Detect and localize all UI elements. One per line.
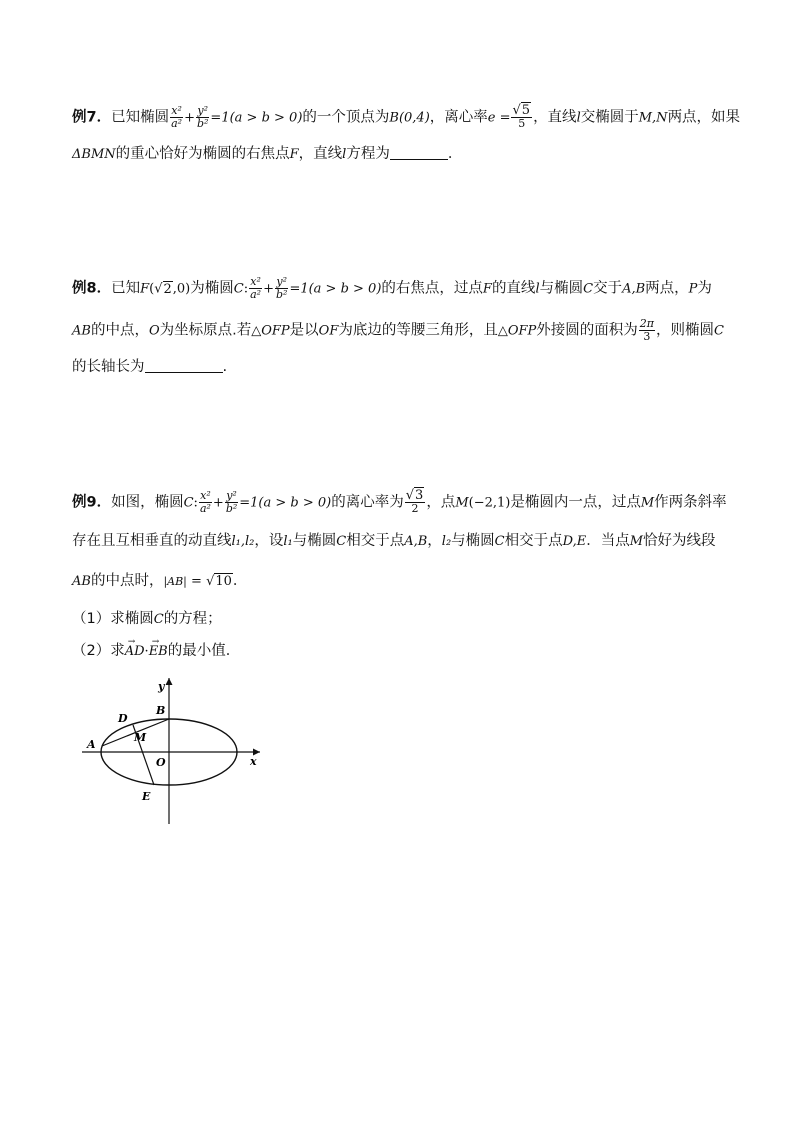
sqrt-10: √10: [206, 574, 232, 589]
text: 的中点，: [90, 322, 149, 339]
coord: (−2,1): [468, 495, 511, 511]
text: 与椭圆: [539, 280, 584, 297]
var-de: D,E: [562, 534, 587, 549]
var-mn: M,N: [638, 110, 668, 126]
text: 的一个顶点为: [302, 109, 390, 126]
var-m: M: [640, 495, 655, 511]
ellipse-figure: [76, 672, 276, 832]
cond: =1(a > b > 0): [239, 495, 332, 511]
ex8-line3: [72, 357, 227, 377]
text: 相交于点: [346, 533, 405, 549]
var-ab: AB: [72, 323, 91, 339]
var-ab: AB: [72, 574, 91, 589]
text: 为坐标原点.若: [159, 322, 252, 339]
text: ，点: [426, 494, 456, 511]
text: .: [222, 359, 228, 375]
answer-blank[interactable]: [145, 358, 223, 373]
var-c: C: [183, 495, 194, 511]
text: 外接圆的面积为: [536, 322, 638, 339]
vector-eb: → EB: [149, 642, 168, 662]
ex7-line2: [72, 144, 462, 165]
var-c: C: [233, 281, 244, 297]
label-o: O: [156, 756, 166, 769]
frac-area: $\frac{2\pi}{3}$: [639, 317, 655, 343]
label-x: x: [250, 755, 257, 768]
var-ab: A,B: [622, 281, 646, 297]
label-a: A: [87, 738, 96, 751]
text: 与椭圆: [292, 533, 337, 549]
ex8-line1: 例8．已知F(√2,0)为椭圆C: $\frac{\text{x²}}{\text{a²}}$ + $\frac{\text{y²}}{\text{b²}}$ =1(a > b > 0)的右焦点，过点F的直线l与椭圆C交于A,B两点，P为: [72, 275, 712, 301]
ex9-line2: [72, 531, 716, 552]
var-of: OF: [318, 323, 339, 339]
var-l: l: [576, 110, 581, 126]
frac-y: $\frac{\text{y²}}{\text{b²}}$: [196, 104, 209, 130]
frac-x: $\frac{\text{x²}}{\text{a²}}$: [199, 489, 211, 515]
text: ．当点: [586, 533, 630, 549]
text: ，则椭圆: [656, 322, 715, 339]
dot: ·: [144, 644, 149, 659]
frac-x: $\frac{\text{x²}}{\text{a²}}$: [171, 104, 183, 130]
ex7-label: 例7．: [72, 109, 112, 126]
ex8-label: 例8．: [72, 280, 112, 297]
var-f: F: [482, 281, 492, 297]
text: （1）求椭圆: [72, 611, 154, 627]
text: 两点，: [645, 280, 689, 297]
cond: =1(a > b > 0): [210, 110, 303, 126]
ex7-line1: [72, 105, 740, 130]
text: 交椭圆于: [580, 109, 639, 126]
text: 的右焦点，过点: [381, 280, 483, 297]
text: 的离心率为: [331, 494, 404, 511]
e-lhs: e =: [487, 110, 511, 126]
cond: =1(a > b > 0): [289, 281, 382, 297]
var-ab: A,B: [404, 534, 428, 549]
frac-y: $\frac{\text{y²}}{\text{b²}}$: [275, 275, 288, 301]
text: 为: [697, 280, 712, 297]
text: 为底边的等腰三角形，且: [338, 322, 498, 339]
var-m: M: [455, 495, 469, 511]
var-l12: l₁,l₂: [231, 534, 255, 549]
plus: +: [263, 281, 274, 297]
var-f: F: [289, 147, 299, 162]
plus: +: [184, 110, 195, 126]
frac-y: $\frac{\text{y²}}{\text{b²}}$: [225, 489, 238, 515]
text: 的直线: [491, 280, 536, 297]
abs-ab: |AB|: [163, 575, 187, 588]
text: 的最小值．: [167, 643, 241, 659]
var-l2: l₂: [441, 534, 452, 549]
text: 如图，椭圆: [111, 494, 184, 511]
triangle: ΔBMN: [72, 147, 116, 162]
text: 已知: [111, 280, 141, 297]
vertex: B(0,4): [389, 110, 430, 126]
text: ．: [447, 146, 463, 162]
text: 已知椭圆: [111, 109, 170, 126]
text: 是以: [289, 322, 319, 339]
ex9-q1: [72, 609, 222, 630]
var-f: F: [140, 281, 150, 297]
label-e: E: [142, 790, 151, 803]
paren: (: [149, 281, 155, 297]
frac-e: $\frac{√5}{5}$: [512, 103, 531, 130]
var-c: C: [494, 534, 505, 549]
ex8-line2: [72, 318, 724, 343]
sqrt-2: √2: [154, 281, 172, 297]
text: （2）求: [72, 643, 125, 659]
text: 的重心恰好为椭圆的右焦点: [115, 146, 290, 162]
ex9-line3: [72, 571, 247, 592]
var-l: l: [535, 281, 540, 297]
text: ，直线: [533, 109, 577, 126]
text: ．: [232, 573, 248, 589]
var-c: C: [153, 612, 164, 627]
vector-ad: → AD: [125, 642, 145, 662]
text: 的中点时，: [90, 573, 164, 589]
label-d: D: [118, 712, 128, 725]
equals: =: [186, 574, 207, 589]
text: 为椭圆: [190, 280, 234, 297]
var-l1: l₁: [283, 534, 293, 549]
label-b: B: [156, 704, 166, 717]
triangle: △OFP: [497, 323, 537, 339]
text: 交于: [593, 280, 623, 297]
var-p: P: [688, 281, 698, 297]
var-c: C: [583, 281, 594, 297]
var-c: C: [336, 534, 347, 549]
frac-x: $\frac{\text{x²}}{\text{a²}}$: [250, 275, 262, 301]
text: 作两条斜率: [654, 494, 727, 511]
triangle: △OFP: [251, 323, 290, 339]
label-y: y: [158, 680, 165, 693]
ex9-q2: [72, 641, 240, 662]
var-m: M: [629, 534, 644, 549]
coord: ,0): [172, 281, 191, 297]
text: ，设: [254, 533, 284, 549]
var-c: C: [714, 323, 724, 339]
plus: +: [212, 495, 224, 511]
label-m: M: [134, 731, 147, 744]
ex9-line1: 例9．如图，椭圆C: $\frac{\text{x²}}{\text{a²}}$ + $\frac{\text{y²}}{\text{b²}}$ =1(a > b > 0)的离心率为 $\frac{√3}{2}$ ，点M(−2,1)是椭圆内一点，过点M作两条斜率: [72, 488, 727, 515]
text: 与椭圆: [451, 533, 495, 549]
text: ，离心率: [429, 109, 488, 126]
frac-e: $\frac{√3}{2}$: [405, 488, 424, 515]
text: 是椭圆内一点，过点: [510, 494, 641, 511]
answer-blank[interactable]: [390, 145, 448, 160]
var-l: l: [342, 147, 347, 162]
text: ，: [427, 533, 442, 549]
text: 存在且互相垂直的动直线: [72, 533, 232, 549]
text: ，直线: [298, 146, 343, 162]
text: 的长轴长为: [72, 359, 145, 375]
text: 相交于点: [504, 533, 563, 549]
text: 恰好为线段: [643, 533, 716, 549]
text: 的方程；: [163, 611, 222, 627]
text: 两点，如果: [667, 109, 741, 126]
ex9-label: 例9．: [72, 494, 112, 511]
text: 方程为: [346, 146, 390, 162]
var-o: O: [148, 323, 160, 339]
